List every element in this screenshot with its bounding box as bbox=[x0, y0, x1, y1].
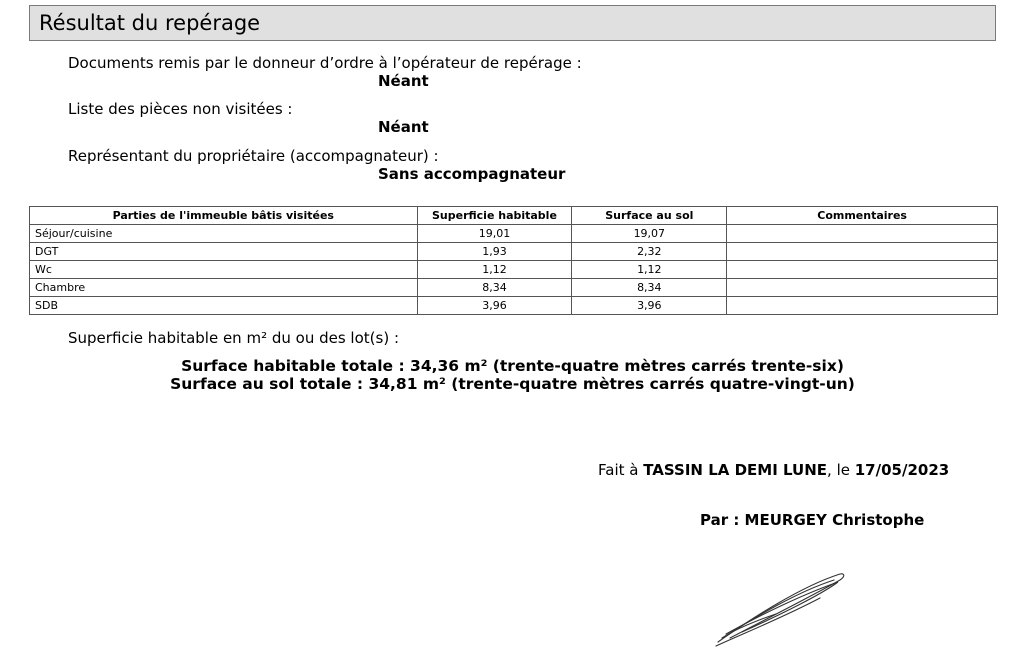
room-superficie: 3,96 bbox=[417, 297, 572, 315]
room-superficie: 1,93 bbox=[417, 243, 572, 261]
column-header-parties: Parties de l'immeuble bâtis visitées bbox=[30, 207, 418, 225]
non-visited-label: Liste des pièces non visitées : bbox=[68, 100, 293, 118]
non-visited-value: Néant bbox=[378, 118, 429, 136]
room-comment bbox=[727, 279, 998, 297]
representative-label: Représentant du propriétaire (accompagnateur) : bbox=[68, 147, 439, 165]
signatory: Par : MEURGEY Christophe bbox=[700, 511, 925, 529]
room-name: Wc bbox=[30, 261, 418, 279]
room-surface-sol: 8,34 bbox=[572, 279, 727, 297]
room-comment bbox=[727, 243, 998, 261]
le-label: , le bbox=[827, 461, 850, 479]
date: 17/05/2023 bbox=[854, 461, 950, 479]
room-comment bbox=[727, 225, 998, 243]
representative-value: Sans accompagnateur bbox=[378, 165, 566, 183]
signature-image bbox=[712, 568, 852, 648]
room-surface-sol: 3,96 bbox=[572, 297, 727, 315]
room-name: Séjour/cuisine bbox=[30, 225, 418, 243]
total-sol: Surface au sol totale : 34,81 m² (trente-quatre mètres carrés quatre-vingt-un) bbox=[170, 375, 855, 393]
room-surface-sol: 2,32 bbox=[572, 243, 727, 261]
table-header-row bbox=[30, 207, 998, 225]
table-row bbox=[30, 261, 998, 279]
column-header-surface-sol: Surface au sol bbox=[572, 207, 727, 225]
room-comment bbox=[727, 261, 998, 279]
room-name: DGT bbox=[30, 243, 418, 261]
fait-a-label: Fait à bbox=[598, 461, 639, 479]
room-superficie: 8,34 bbox=[417, 279, 572, 297]
column-header-superficie: Superficie habitable bbox=[417, 207, 572, 225]
room-surface-sol: 1,12 bbox=[572, 261, 727, 279]
superficie-label: Superficie habitable en m² du ou des lot(s) : bbox=[68, 329, 399, 347]
fait-a-line bbox=[598, 461, 949, 479]
table-row bbox=[30, 243, 998, 261]
room-superficie: 19,01 bbox=[417, 225, 572, 243]
room-surface-sol: 19,07 bbox=[572, 225, 727, 243]
table-row bbox=[30, 225, 998, 243]
section-title: Résultat du repérage bbox=[29, 5, 996, 41]
room-superficie: 1,12 bbox=[417, 261, 572, 279]
table-row bbox=[30, 279, 998, 297]
total-habitable: Surface habitable totale : 34,36 m² (trente-quatre mètres carrés trente-six) bbox=[181, 357, 844, 375]
column-header-commentaires: Commentaires bbox=[727, 207, 998, 225]
documents-value: Néant bbox=[378, 72, 429, 90]
documents-label: Documents remis par le donneur d’ordre à l’opérateur de repérage : bbox=[68, 54, 582, 72]
city: TASSIN LA DEMI LUNE bbox=[643, 461, 828, 479]
rooms-table bbox=[29, 206, 998, 315]
room-comment bbox=[727, 297, 998, 315]
room-name: Chambre bbox=[30, 279, 418, 297]
room-name: SDB bbox=[30, 297, 418, 315]
table-row bbox=[30, 297, 998, 315]
